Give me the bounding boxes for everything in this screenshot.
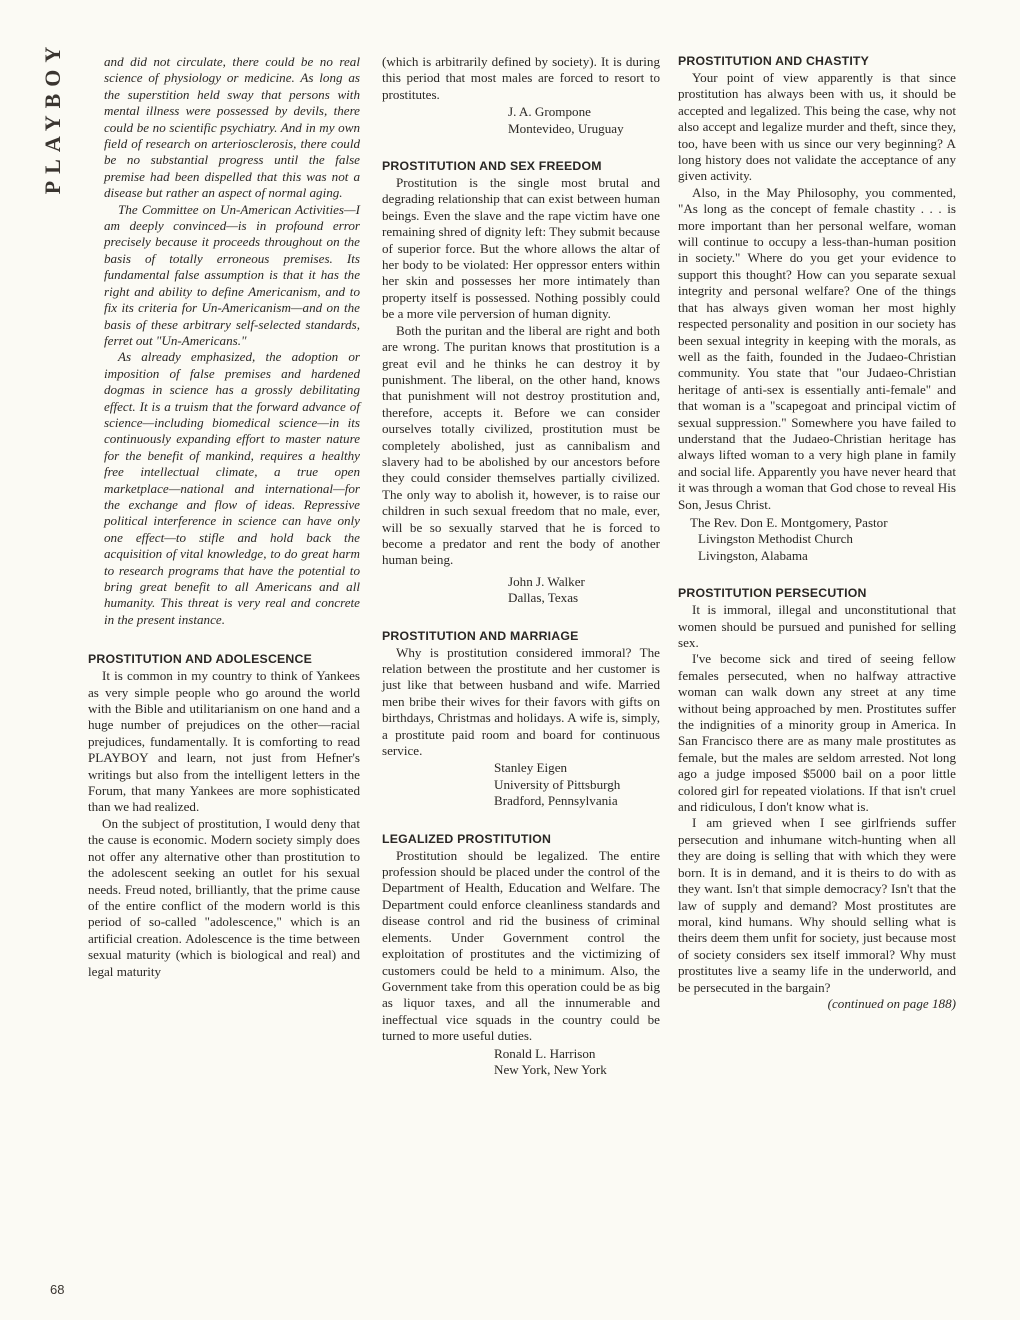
signature (382, 1046, 660, 1079)
signature-location: Montevideo, Uruguay (508, 120, 624, 136)
paragraph: Also, in the May Philosophy, you commented, "As long as the concept of female chastity . . . is more important than her personal welfare, woman will continue to occupy a less-than-human position in society." Where do you get your evidence to support this thought? How can you separate sexual integrity and personal welfare? One of the things that has always given woman her most highly respected personality and position in our society has been sexual integrity in keeping with the morals, as well as the faith, founded in the Judaeo-Christian community. You state that "our Judaeo-Christian heritage of anti-sex is essentially anti-female" and that woman is a "scapegoat and principal victim of sexual suppression." Somewhere you have failed to understand that the Judaeo-Christian heritage has always lifted woman to a very high plane in family and social life. Apparently you have never heard that it was through a woman that God chose to reveal His Son, Jesus Christ. (678, 184, 956, 512)
italic-quote-block (104, 54, 360, 628)
continued-note: (continued on page 188) (827, 995, 956, 1011)
paragraph: I am grieved when I see girlfriends suffer persecution and inhumane witch-hunting when all they are doing is selling that with which they were born. It is in demand, and it is theirs to do with as they want. Isn't that simple democracy? Isn't that the law of supply and demand? Most prostitutes are moral, kind humans. Why should selling what is theirs deem them unfit for society, just because most of society considers sex itself immoral? Why must prostitutes live a seamy life in the underworld, and be persecuted in the bargain? (678, 815, 956, 995)
signature (382, 574, 660, 607)
paragraph: Prostitution should be legalized. The entire profession should be placed under the control of the Department of Health, Education and Welfare. The Department could enforce cleanliness standards and disease control and rid the business of criminal elements. Under Government control the exploitation of prostitutes and the victimizing of customers could be held to a minimum. Also, the Government take from this operation could be as big as liquor taxes, and all the innumerable and ineffectual vice squads in the country could be turned to more useful duties. (382, 847, 660, 1044)
page-number: 68 (50, 1282, 65, 1297)
paragraph: Your point of view apparently is that since prostitution has always been with us, it should be accepted and legalized. This being the case, why not also accept and legalize murder and theft, since they, too, have been with us since our very beginning? A long history does not validate the acceptance of any given activity. (678, 70, 956, 184)
signature (382, 760, 660, 809)
paragraph: It is immoral, illegal and unconstitutional that women should be pursued and punished for selling sex. (678, 602, 956, 650)
paragraph: As already emphasized, the adoption or imposition of false premises and hardened dogmas in science has a grossly debilitating effect. It is a truism that the forward advance of science—including biomedical science—in its continuously expanding effort to master nature for the benefit of mankind, requires a healthy free intellectual climate, a true open marketplace—national and international—for the exchange and flow of ideas. Repressive political interference in science can have only one effect—to stifle and hold back the acquisition of vital knowledge, to do great harm to research programs that have the potential to bring great benefit to all Americans and all humanity. This threat is very real and concrete in the present instance. (104, 349, 360, 627)
masthead: PLAYBOY (40, 39, 65, 195)
signature-name: Stanley Eigen (494, 760, 568, 776)
paragraph: and did not circulate, there could be no real science of physiology or medicine. As long as the superstition held sway that persons with mental illness were possessed by devils, there could be no scientific psychiatry. And in my own field of research on arteriosclerosis, there could be no substantial progress until the false premise had been dispelled that this was not a disease but rather an aspect of normal aging. (104, 54, 360, 201)
column-1 (88, 54, 360, 980)
signature-location: New York, New York (494, 1061, 607, 1077)
paragraph: Both the puritan and the liberal are right and both are wrong. The puritan knows that prostitution is a great evil and he thinks he can destroy it by punishment. The liberal, on the other hand, knows that punishment will not destroy prostitution and, therefore, accepts it. Before we can consider ourselves totally civilized, prostitution must be completely abolished, just as cannibalism and slavery had to be abolished by our ancestors before they could consider themselves partially civilized. The only way to abolish it, however, is to raise our children in such sexual freedom that no male, ever, will be so sexually starved that he is forced to become a predator and rent the body of another human being. (382, 322, 660, 568)
section-heading: PROSTITUTION AND ADOLESCENCE (88, 652, 312, 667)
section-heading: PROSTITUTION AND MARRIAGE (382, 628, 579, 643)
section-heading: PROSTITUTION AND CHASTITY (678, 54, 870, 68)
section-heading: PROSTITUTION AND SEX FREEDOM (382, 159, 602, 174)
signature (382, 104, 660, 137)
paragraph: I've become sick and tired of seeing fellow females persecuted, when no halfway attractive woman can walk down any street at any time without being approached by men. Prostitutes suffer the indignities of a minority group in America. In San Francisco there are as many male prostitutes as female, but the males are seldom arrested. Not long ago a judge imposed $5000 bail on a poor little colored girl for repeated violations. If that isn't cruel and ridiculous, I don't know what is. (678, 651, 956, 815)
paragraph: Prostitution is the single most brutal and degrading relationship that can exist between human beings. Even the slave and the rape victim have one remaining shred of dignity left: They submit because of superior force. But the whore allows the altar of her body to be violated: Her oppressor enters within her skin and possesses her more intimately than property itself is possessed. Nothing possibly could be a more vile perversion of human dignity. (382, 175, 660, 322)
signature-name: Ronald L. Harrison (494, 1045, 596, 1061)
signature-name: J. A. Grompone (508, 104, 591, 120)
signature-location: Dallas, Texas (508, 590, 579, 606)
column-3 (678, 54, 956, 1012)
signature-name: The Rev. Don E. Montgomery, Pastor (690, 514, 888, 530)
signature-affiliation: University of Pittsburgh (494, 776, 621, 792)
signature-location: Livingston, Alabama (698, 547, 808, 563)
column-2 (382, 54, 660, 1078)
paragraph: The Committee on Un-American Activities—I am deeply convinced—is in profound error precisely because it proceeds throughout on the basis of totally erroneous premises. Its fundamental false assumption is that it has the right and ability to define Americanism, and to fix its criteria for Un-Americanism—and on the basis of these arbitrary self-selected standards, ferret out "Un-Americans." (104, 201, 360, 348)
signature-name: John J. Walker (508, 573, 585, 589)
paragraph: It is common in my country to think of Yankees as very simple people who go around the world with the Bible and utilitarianism on one hand and a huge number of prejudices on the other—racial prejudices, fundamentally. It is comforting to read PLAYBOY and learn, not just from Hefner's writings but also from the intelligent letters in the Forum, that many Yankees are more sophisticated than we had realized. (88, 668, 360, 815)
signature-affiliation: Livingston Methodist Church (698, 531, 853, 547)
section-heading: LEGALIZED PROSTITUTION (382, 831, 552, 846)
section-heading: PROSTITUTION PERSECUTION (678, 586, 867, 601)
signature-location: Bradford, Pennsylvania (494, 793, 618, 809)
paragraph: On the subject of prostitution, I would deny that the cause is economic. Modern society simply does not offer any alternative other than prostitution to the adolescent seeking an outlet for his sexual needs. Freud noted, brilliantly, that the prime cause of the entire conflict of the modern world is this period of so-called "adolescence," which is an artificial creation. Adolescence is the time between sexual maturity (which is biological and real) and legal maturity (88, 815, 360, 979)
paragraph: Why is prostitution considered immoral? The relation between the prostitute and her customer is just like that between husband and wife. Married men bribe their wives for their favors with gifts on birthdays, Christmas and holidays. A wife is, simply, a prostitute paid room and board for continuous service. (382, 644, 660, 759)
paragraph: (which is arbitrarily defined by society). It is during this period that most males are forced to resort to prostitutes. (382, 54, 660, 102)
signature (678, 515, 956, 564)
